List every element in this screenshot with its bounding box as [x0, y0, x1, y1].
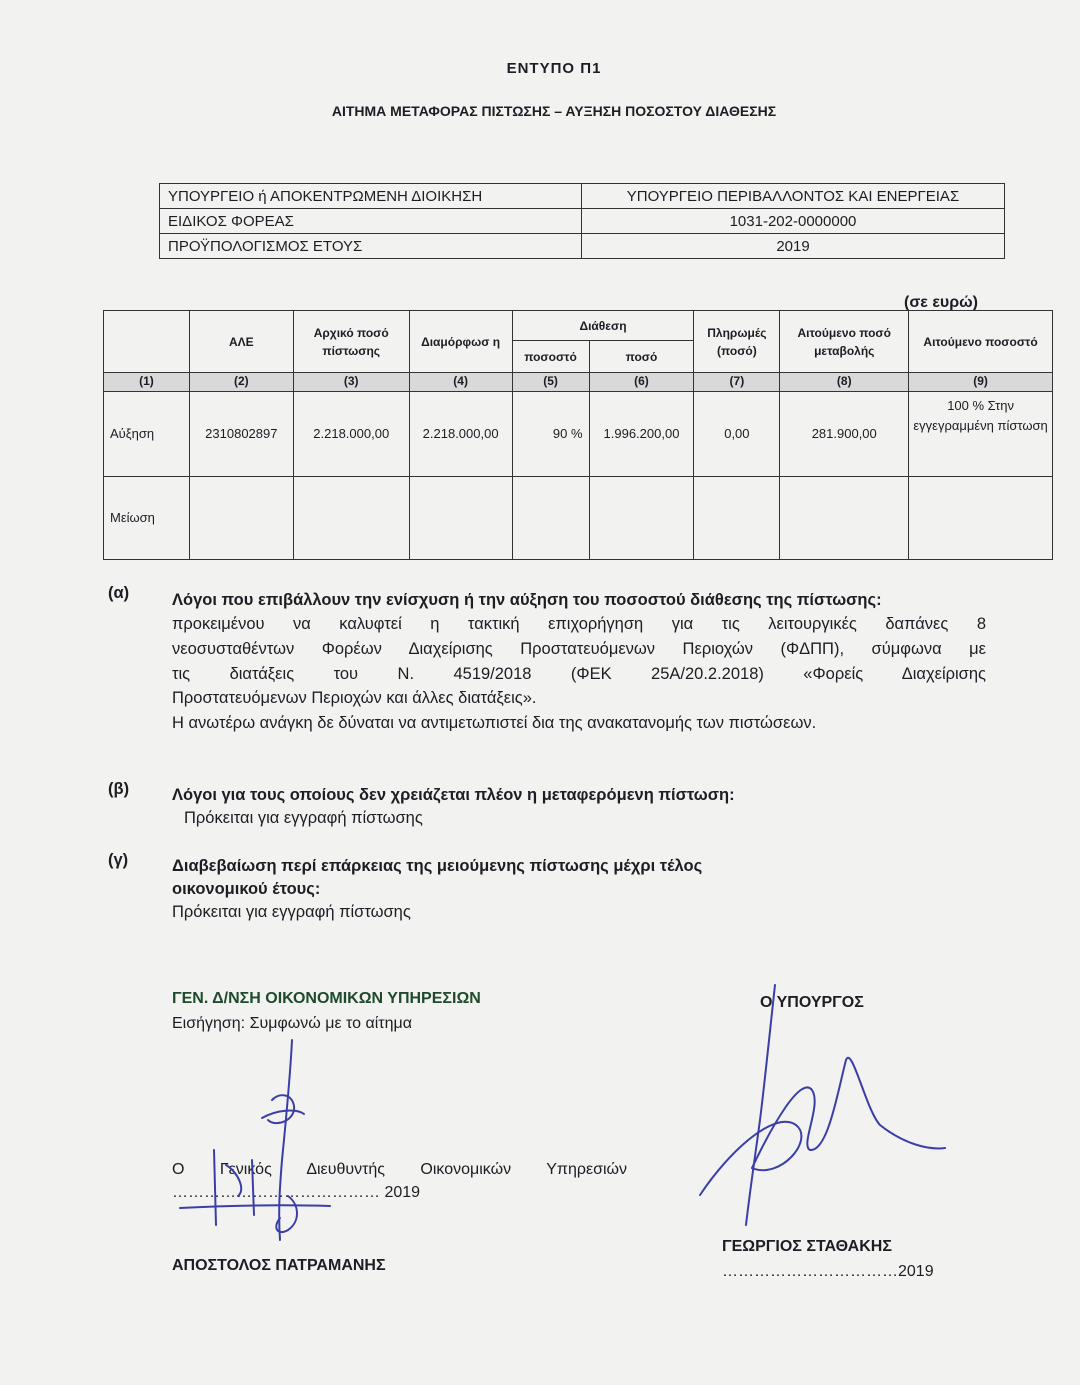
header-disposal: Διάθεση [512, 311, 694, 341]
director-role: Ο Γενικός Διευθυντής Οικονομικών Υπηρεσιών [172, 1161, 627, 1178]
minister-date: ……………………………2019 [722, 1263, 934, 1280]
section-a-heading: Λόγοι που επιβάλλουν την ενίσχυση ή την αύξηση του ποσοστού διάθεσης της πίστωσης: [172, 591, 882, 609]
header-percent: ποσοστό [512, 341, 589, 373]
director-signature [180, 1040, 330, 1240]
section-b-heading: Λόγοι για τους οποίους δεν χρειάζεται πλέον η μεταφερόμενη πίστωση: [172, 786, 735, 804]
minister-signature [700, 985, 945, 1225]
recommendation-text: Εισήγηση: Συμφωνώ με το αίτημα [172, 1015, 412, 1032]
section-c-letter: (γ) [108, 851, 129, 869]
row-label-decrease: Μείωση [104, 477, 190, 560]
cell-ale: 2310802897 [189, 392, 293, 477]
header-amount: ποσό [589, 341, 694, 373]
section-c-heading: οικονομικού έτους: [172, 880, 321, 898]
cell-initial: 2.218.000,00 [293, 392, 409, 477]
row-label-increase: Αύξηση [104, 392, 190, 477]
cell-payments: 0,00 [694, 392, 780, 477]
header-shaped: Διαμόρφωσ η [409, 311, 512, 373]
header-initial: Αρχικό ποσό πίστωσης [293, 311, 409, 373]
section-c-text: Πρόκειται για εγγραφή πίστωσης [172, 903, 411, 921]
ministry-label: ΥΠΟΥΡΓΕΙΟ ή ΑΠΟΚΕΝΤΡΩΜΕΝΗ ΔΙΟΙΚΗΣΗ [160, 184, 582, 209]
section-a-line: Προστατευόμενων Περιοχών και άλλες διατάξεις». [172, 689, 537, 707]
cell-percent: 90 % [512, 392, 589, 477]
column-number: (1) [104, 373, 190, 392]
body-label: ΕΙΔΙΚΟΣ ΦΟΡΕΑΣ [160, 209, 582, 234]
form-code: ΕΝΤΥΠΟ Π1 [506, 60, 602, 77]
section-a-line: Η ανωτέρω ανάγκη δε δύναται να αντιμετωπιστεί δια της ανακατανομής των πιστώσεων. [172, 714, 817, 732]
column-number: (3) [293, 373, 409, 392]
column-number: (5) [512, 373, 589, 392]
section-a-line: τις διατάξεις του Ν. 4519/2018 (ΦΕΚ 25Α/20.2.2018) «Φορείς Διαχείρισης [172, 665, 986, 683]
cell-requested-change: 281.900,00 [780, 392, 909, 477]
column-number: (2) [189, 373, 293, 392]
section-c-heading: Διαβεβαίωση περί επάρκειας της μειούμενης πίστωσης μέχρι τέλος [172, 857, 703, 875]
section-a-line: προκειμένου να καλυφτεί η τακτική επιχορήγηση για τις λειτουργικές δαπάνες 8 [172, 615, 986, 633]
column-number: (9) [909, 373, 1053, 392]
department-title: ΓΕΝ. Δ/ΝΣΗ ΟΙΚΟΝΟΜΙΚΩΝ ΥΠΗΡΕΣΙΩΝ [172, 990, 481, 1007]
header-requested-percent: Αιτούμενο ποσοστό [909, 311, 1053, 373]
form-title: ΑΙΤΗΜΑ ΜΕΤΑΦΟΡΑΣ ΠΙΣΤΩΣΗΣ – ΑΥΞΗΣΗ ΠΟΣΟΣΤΟΥ ΔΙΑΘΕΣΗΣ [331, 103, 777, 119]
column-number: (8) [780, 373, 909, 392]
budget-label: ΠΡΟΫΠΟΛΟΓΙΣΜΟΣ ΕΤΟΥΣ [160, 234, 582, 259]
body-value: 1031-202-0000000 [582, 209, 1005, 234]
budget-value: 2019 [582, 234, 1005, 259]
section-a-letter: (α) [108, 584, 130, 602]
column-number: (6) [589, 373, 694, 392]
ministry-value: ΥΠΟΥΡΓΕΙΟ ΠΕΡΙΒΑΛΛΟΝΤΟΣ ΚΑΙ ΕΝΕΡΓΕΙΑΣ [582, 184, 1005, 209]
section-b-letter: (β) [108, 780, 130, 798]
column-number: (7) [694, 373, 780, 392]
currency-note: (σε ευρώ) [904, 294, 978, 311]
cell-shaped: 2.218.000,00 [409, 392, 512, 477]
header-requested-change: Αιτούμενο ποσό μεταβολής [780, 311, 909, 373]
section-b-text: Πρόκειται για εγγραφή πίστωσης [184, 809, 423, 827]
header-payments: Πληρωμές (ποσό) [694, 311, 780, 373]
director-name: ΑΠΟΣΤΟΛΟΣ ΠΑΤΡΑΜΑΝΗΣ [172, 1257, 386, 1274]
director-date: ………………………………… 2019 [172, 1184, 421, 1201]
cell-requested-percent: 100 % Στην εγγεγραμμένη πίστωση [909, 392, 1053, 477]
column-number: (4) [409, 373, 512, 392]
minister-role: Ο ΥΠΟΥΡΓΟΣ [760, 994, 864, 1011]
header-ale: ΑΛΕ [189, 311, 293, 373]
minister-name: ΓΕΩΡΓΙΟΣ ΣΤΑΘΑΚΗΣ [722, 1238, 892, 1255]
section-a-line: νεοσυσταθέντων Φορέων Διαχείρισης Προστατευόμενων Περιοχών (ΦΔΠΠ), σύμφωνα με [172, 640, 986, 658]
cell-amount: 1.996.200,00 [589, 392, 694, 477]
